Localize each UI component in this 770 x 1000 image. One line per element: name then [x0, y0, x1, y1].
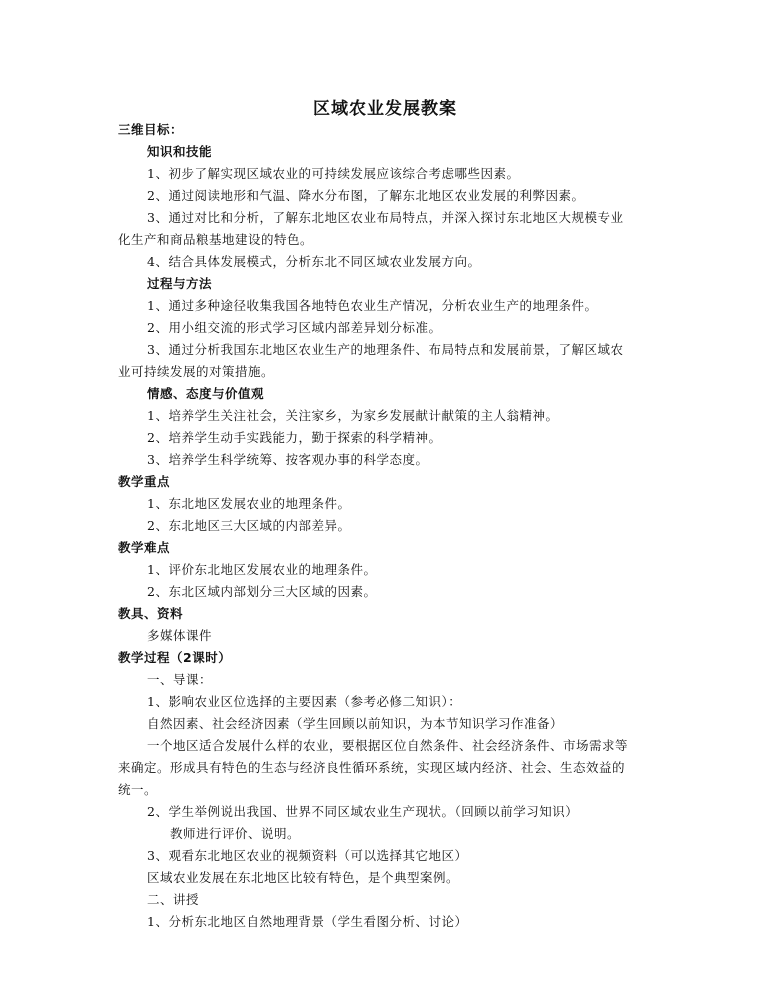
text-line: 1、东北地区发展农业的地理条件。: [147, 496, 351, 511]
text-line: 1、分析东北地区自然地理背景（学生看图分析、讨论）: [147, 914, 468, 929]
subsection-heading: 知识和技能: [147, 144, 213, 159]
text-line: 二、讲授: [147, 892, 200, 907]
text-line: 3、观看东北地区农业的视频资料（可以选择其它地区）: [147, 848, 468, 863]
text-line: 2、东北区域内部划分三大区域的因素。: [147, 584, 377, 599]
text-line: 区域农业发展在东北地区比较有特色，是个典型案例。: [147, 870, 460, 885]
text-line: 一、导课：: [147, 672, 213, 687]
text-line: 4、结合具体发展模式，分析东北不同区域农业发展方向。: [147, 254, 481, 269]
section-heading: 教具、资料: [118, 606, 184, 621]
text-line: 业可持续发展的对策措施。: [118, 364, 275, 379]
text-line: 多媒体课件: [147, 628, 213, 643]
text-line: 3、通过对比和分析，了解东北地区农业布局特点，并深入探讨东北地区大规模专业: [147, 210, 624, 225]
text-line: 1、培养学生关注社会，关注家乡，为家乡发展献计献策的主人翁精神。: [147, 408, 559, 423]
text-line: 2、培养学生动手实践能力，勤于探索的科学精神。: [147, 430, 442, 445]
subsection-heading: 情感、态度与价值观: [147, 386, 265, 401]
text-line: 统一。: [118, 782, 158, 797]
section-heading: 教学过程（2课时）: [118, 650, 232, 665]
subsection-heading: 过程与方法: [147, 276, 213, 291]
text-line: 1、初步了解实现区域农业的可持续发展应该综合考虑哪些因素。: [147, 166, 520, 181]
section-heading: 教学难点: [118, 540, 171, 555]
text-line: 1、影响农业区位选择的主要因素（参考必修二知识）：: [147, 694, 462, 709]
text-line: 2、用小组交流的形式学习区域内部差异划分标准。: [147, 320, 442, 335]
text-line: 一个地区适合发展什么样的农业，要根据区位自然条件、社会经济条件、市场需求等: [147, 738, 629, 753]
text-line: 3、通过分析我国东北地区农业生产的地理条件、布局特点和发展前景，了解区域农: [147, 342, 624, 357]
document-title: 区域农业发展教案: [313, 99, 457, 119]
text-line: 2、东北地区三大区域的内部差异。: [147, 518, 351, 533]
text-line: 教师进行评价、说明。: [170, 826, 301, 841]
text-line: 2、学生举例说出我国、世界不同区域农业生产现状。（回顾以前学习知识）: [147, 804, 579, 819]
section-heading: 教学重点: [118, 474, 171, 489]
text-line: 2、通过阅读地形和气温、降水分布图，了解东北地区农业发展的利弊因素。: [147, 188, 585, 203]
text-line: 1、通过多种途径收集我国各地特色农业生产情况，分析农业生产的地理条件。: [147, 298, 598, 313]
text-line: 1、评价东北地区发展农业的地理条件。: [147, 562, 377, 577]
text-line: 3、培养学生科学统筹、按客观办事的科学态度。: [147, 452, 429, 467]
section-heading: 三维目标：: [118, 122, 184, 137]
text-line: 来确定。形成具有特色的生态与经济良性循环系统，实现区域内经济、社会、生态效益的: [118, 760, 626, 775]
text-line: 自然因素、社会经济因素（学生回顾以前知识，为本节知识学习作准备）: [147, 716, 564, 731]
text-line: 化生产和商品粮基地建设的特色。: [118, 232, 314, 247]
